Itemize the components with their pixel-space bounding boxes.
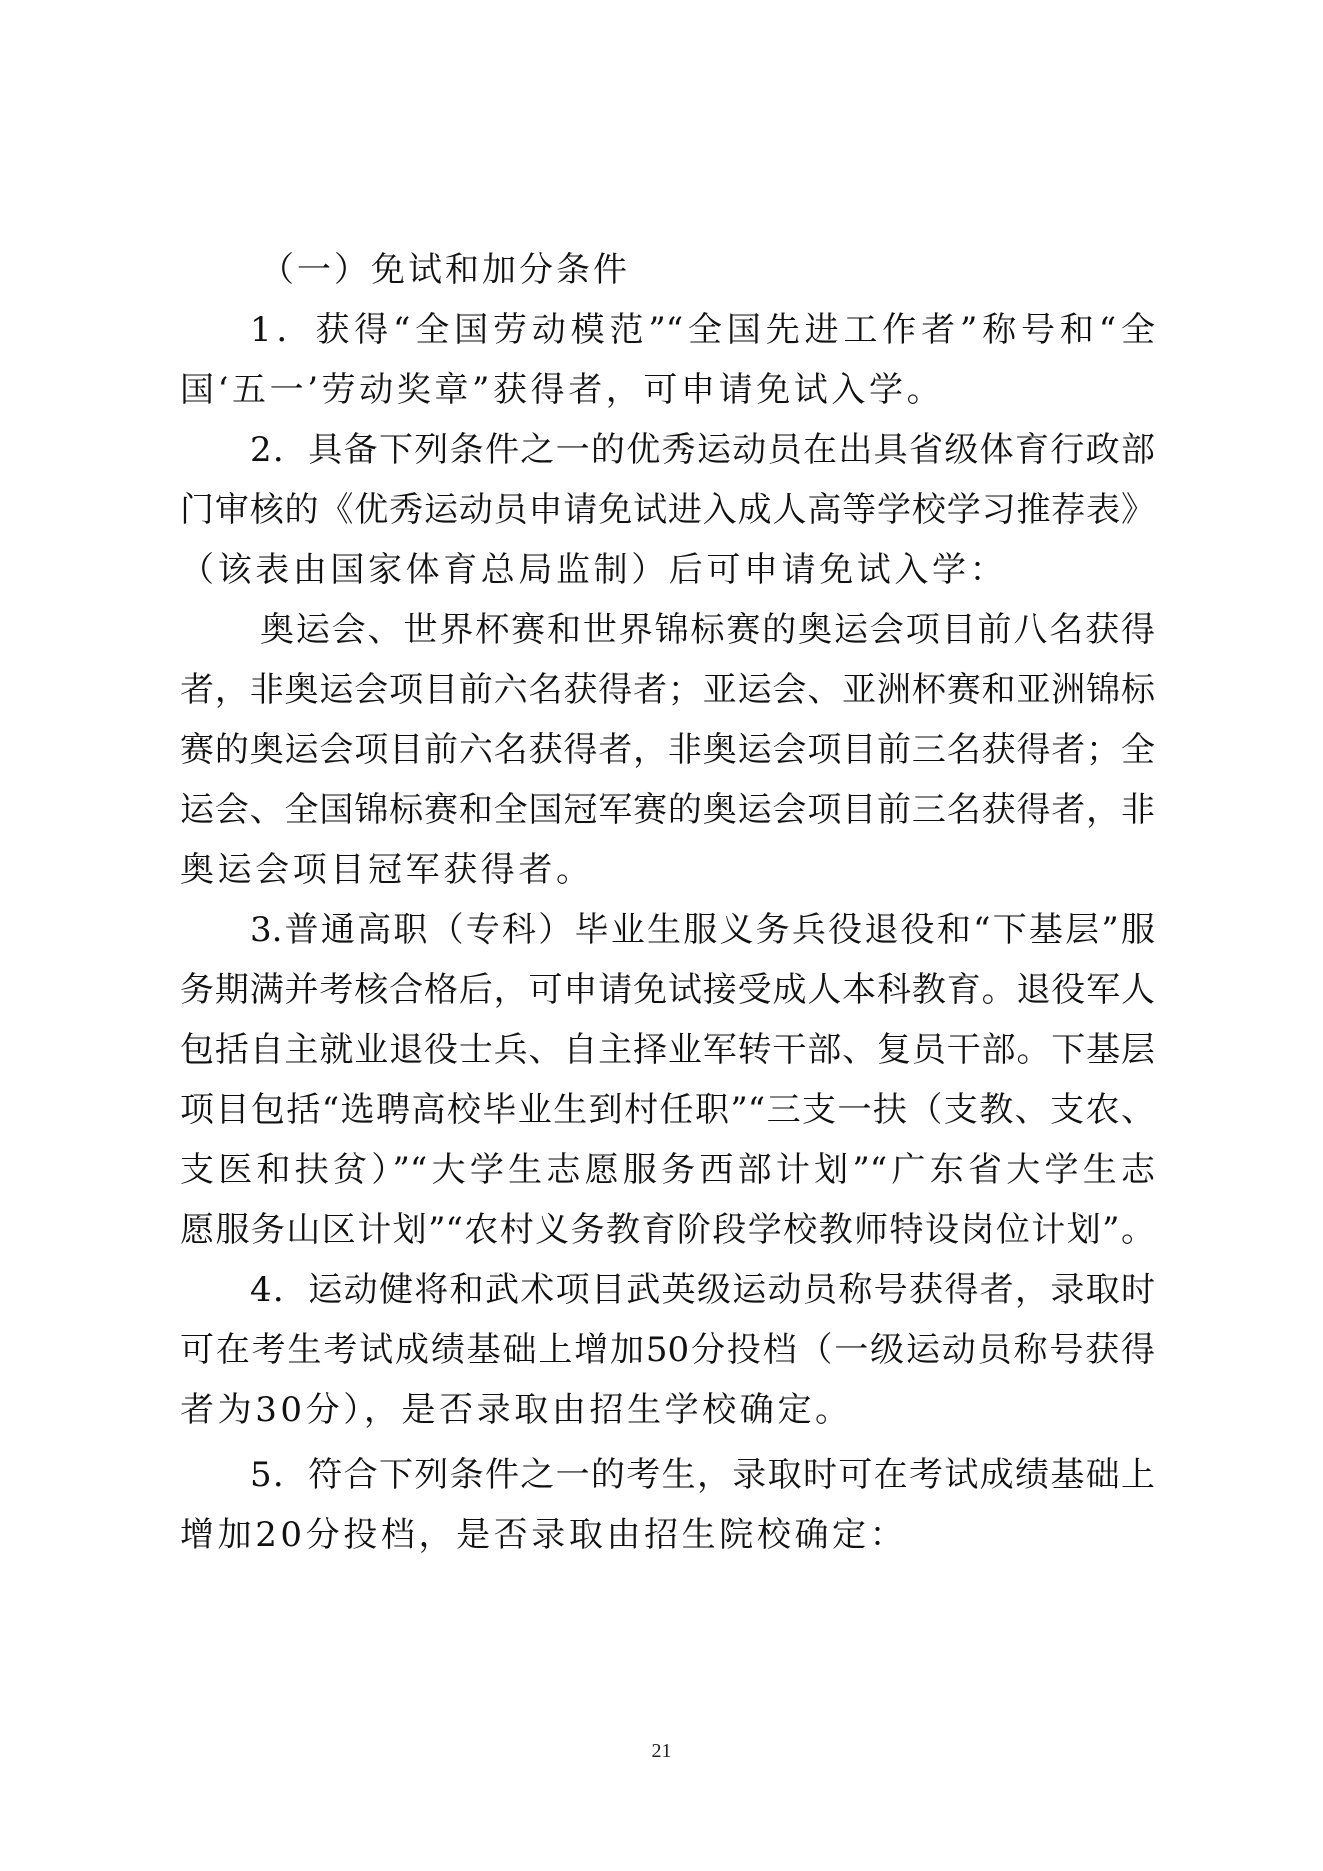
- paragraph-line: 可在考生考试成绩基础上增加50分投档（一级运动员称号获得: [180, 1330, 1155, 1370]
- paragraph-line: （该表由国家体育总局监制）后可申请免试入学：: [180, 550, 1008, 590]
- paragraph-item-2: [180, 420, 1155, 600]
- paragraph-line: 2．具备下列条件之一的优秀运动员在出具省级体育行政部: [250, 430, 1155, 470]
- paragraph-line: 者为30分），是否录取由招生学校确定。: [180, 1390, 853, 1430]
- paragraph-item-4: [180, 1260, 1155, 1440]
- paragraph-item-3: [180, 900, 1155, 1260]
- paragraph-item-1: [180, 300, 1155, 420]
- paragraph-line: 国‘五一’劳动奖章”获得者，可申请免试入学。: [180, 370, 945, 410]
- page-number: 21: [651, 1740, 672, 1762]
- paragraph-line: 增加20分投档，是否录取由招生院校确定：: [180, 1515, 908, 1555]
- paragraph-line: 赛的奥运会项目前六名获得者，非奥运会项目前三名获得者；全: [180, 730, 1155, 770]
- paragraph-line: 务期满并考核合格后，可申请免试接受成人本科教育。退役军人: [180, 970, 1155, 1010]
- paragraph-item-5: [180, 1445, 1155, 1565]
- paragraph-line: 4．运动健将和武术项目武英级运动员称号获得者，录取时: [250, 1270, 1155, 1310]
- paragraph-line: 1．获得“全国劳动模范”“全国先进工作者”称号和“全: [250, 310, 1155, 350]
- paragraph-line: 项目包括“选聘高校毕业生到村任职”“三支一扶（支教、支农、: [180, 1090, 1155, 1130]
- paragraph-line: 运会、全国锦标赛和全国冠军赛的奥运会项目前三名获得者，非: [180, 790, 1155, 830]
- paragraph-line: 包括自主就业退役士兵、自主择业军转干部、复员干部。下基层: [180, 1030, 1155, 1070]
- document-body: [180, 240, 1155, 1565]
- paragraph-line: 奥运会项目冠军获得者。: [180, 850, 594, 890]
- section-title: （一）免试和加分条件: [260, 250, 630, 290]
- paragraph-line: 奥运会、世界杯赛和世界锦标赛的奥运会项目前八名获得: [260, 610, 1155, 650]
- paragraph-item-2-details: [180, 600, 1155, 900]
- paragraph-line: 5．符合下列条件之一的考生，录取时可在考试成绩基础上: [250, 1455, 1155, 1495]
- paragraph-line: 支医和扶贫）”“大学生志愿服务西部计划”“广东省大学生志: [180, 1150, 1155, 1190]
- paragraph-line: 者，非奥运会项目前六名获得者；亚运会、亚洲杯赛和亚洲锦标: [180, 670, 1155, 710]
- paragraph-line: 愿服务山区计划”“农村义务教育阶段学校教师特设岗位计划”。: [180, 1210, 1155, 1250]
- paragraph-line: 门审核的《优秀运动员申请免试进入成人高等学校学习推荐表》: [180, 490, 1155, 530]
- paragraph-line: 3.普通高职（专科）毕业生服义务兵役退役和“下基层”服: [250, 910, 1155, 950]
